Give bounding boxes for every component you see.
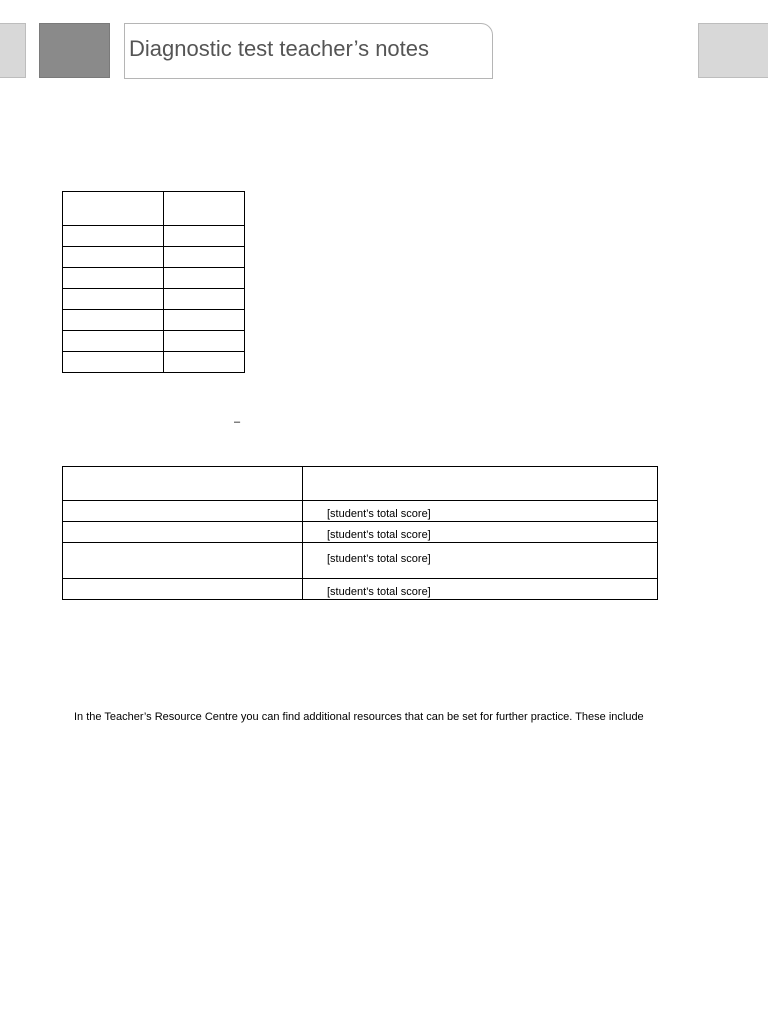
page-title: Diagnostic test teacher’s notes — [129, 36, 430, 61]
table-cell — [164, 352, 245, 373]
dash-mark: – — [234, 416, 241, 428]
score-placeholder: [student’s total score] — [327, 586, 431, 598]
table-header-row — [63, 192, 245, 226]
header-title-box — [124, 23, 493, 79]
table-row — [63, 522, 658, 543]
table-cell — [63, 192, 164, 226]
table-cell — [63, 247, 164, 268]
table-cell — [303, 467, 658, 501]
table-cell — [164, 331, 245, 352]
table-cell — [63, 331, 164, 352]
score-cell — [303, 579, 658, 600]
table-cell — [63, 352, 164, 373]
score-cell — [303, 543, 658, 579]
table-cell — [164, 268, 245, 289]
score-placeholder: [student’s total score] — [327, 529, 431, 541]
table-row — [63, 289, 245, 310]
table-cell — [63, 467, 303, 501]
header-tab-dark — [39, 23, 110, 78]
table-row — [63, 579, 658, 600]
table-cell — [63, 268, 164, 289]
header-tab-left — [0, 23, 26, 78]
table-cell — [164, 226, 245, 247]
table-header-row — [63, 467, 658, 501]
score-cell — [303, 522, 658, 543]
score-table — [62, 466, 658, 600]
table-cell — [63, 501, 303, 522]
table-cell — [164, 289, 245, 310]
table-cell — [63, 226, 164, 247]
table-cell — [63, 579, 303, 600]
table-cell — [63, 310, 164, 331]
resource-paragraph: In the Teacher’s Resource Centre you can find additional resources that can be set for further practice. These include — [74, 711, 644, 723]
table-row — [63, 310, 245, 331]
header-tab-right — [698, 23, 768, 78]
table-row — [63, 268, 245, 289]
table-row — [63, 543, 658, 579]
table-row — [63, 226, 245, 247]
table-row — [63, 247, 245, 268]
table-cell — [63, 522, 303, 543]
table-cell — [164, 192, 245, 226]
table-cell — [63, 543, 303, 579]
table-cell — [63, 289, 164, 310]
score-placeholder: [student’s total score] — [327, 508, 431, 520]
table-row — [63, 331, 245, 352]
score-placeholder: [student’s total score] — [327, 553, 431, 565]
score-cell — [303, 501, 658, 522]
answer-key-table — [62, 191, 245, 373]
table-row — [63, 501, 658, 522]
table-row — [63, 352, 245, 373]
table-cell — [164, 310, 245, 331]
table-cell — [164, 247, 245, 268]
